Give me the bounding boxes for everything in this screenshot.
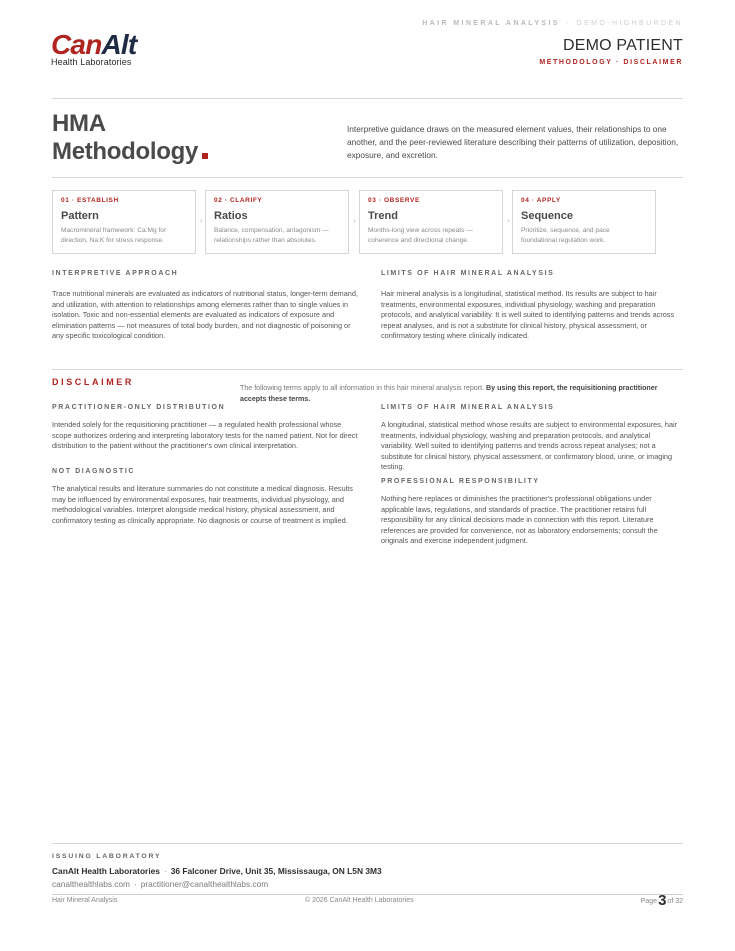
footer-divider: [52, 894, 683, 895]
not-diagnostic-heading: NOT DIAGNOSTIC: [52, 468, 136, 475]
logo-accent: Alt: [101, 29, 137, 60]
practitioner-body: Intended solely for the requisitioning practitioner — a regulated health professional whose scope authorizes ordering and interpreting laboratory tests for the named patient. Not for direct distribution to the patient without the practitioner's own clinical interpretation.: [52, 420, 358, 451]
issuer-website: canalthealthlabs.com: [52, 879, 130, 889]
logo-main: Can: [51, 29, 102, 60]
issuer-email: practitioner@canalthealthlabs.com: [140, 879, 269, 889]
issuer-heading: ISSUING LABORATORY: [52, 853, 162, 860]
page-number: [641, 892, 683, 909]
methodology-intro: Interpretive guidance draws on the measured element values, their relationships to one another, and the peer-reviewed literature describing their patterns of utilization, deposition, exposure, and excretion.: [347, 124, 679, 160]
title-line-1: HMA: [52, 110, 106, 137]
issuer-line: [52, 866, 382, 876]
step-card-pattern: [52, 190, 196, 254]
limits-body: Hair mineral analysis is a longitudinal, statistical method. Its results are subject to hair treatments, environmental exposures, individual physiology, washing and preparation protocols, and analytical variability. It is well suited to identifying patterns and trends across repeat analyses, and is not a substitute for clinical history, physical assessment, or confirmatory testing where clinically indicated.: [381, 289, 675, 341]
report-type-line: [422, 20, 683, 27]
approach-heading: INTERPRETIVE APPROACH: [52, 270, 179, 277]
footer-doc-name: Hair Mineral Analysis: [52, 897, 118, 904]
report-subtitle: DEMO-HIGHBURDEN: [576, 20, 683, 27]
patient-name: DEMO PATIENT: [562, 37, 683, 54]
disclaimer-divider: [52, 369, 683, 370]
page-current: 3: [658, 892, 667, 909]
chevron-right-icon: ›: [507, 216, 510, 225]
footer-top-divider: [52, 843, 683, 844]
issuer-address: 36 Falconer Drive, Unit 35, Mississauga, ON L5N 3M3: [170, 866, 382, 876]
step-card-sequence: [512, 190, 656, 254]
section-tag: METHODOLOGY · DISCLAIMER: [539, 59, 683, 66]
company-logo: [51, 30, 136, 67]
step-number: 04 · APPLY: [521, 197, 561, 204]
title-divider: [52, 177, 683, 178]
title-accent-dot: [202, 153, 208, 159]
page-total: of 32: [667, 898, 683, 905]
step-name: Pattern: [61, 210, 99, 222]
step-name: Trend: [368, 210, 398, 222]
chevron-right-icon: ›: [200, 216, 203, 225]
step-description: Prioritize, sequence, and pace foundational regulation work.: [521, 227, 610, 244]
step-number: 01 · ESTABLISH: [61, 197, 119, 204]
chevron-right-icon: ›: [353, 216, 356, 225]
disclaimer-limits-heading: LIMITS OF HAIR MINERAL ANALYSIS: [381, 404, 555, 411]
step-description: Macromineral framework: Ca:Mg for direction, Na:K for stress response.: [61, 227, 167, 244]
responsibility-heading: PROFESSIONAL RESPONSIBILITY: [381, 478, 540, 485]
step-card-ratios: [205, 190, 349, 254]
step-number: 02 · CLARIFY: [214, 197, 263, 204]
step-description: Balance, compensation, antagonism — relationships rather than absolutes.: [214, 227, 329, 244]
step-card-trend: [359, 190, 503, 254]
not-diagnostic-body: The analytical results and literature summaries do not constitute a medical diagnosis. Results may be influenced by environmental exposures, hair treatments, individual physiology, and methodological variables. Interpret alongside medical history, physical assessment, and confirmatory testing as clinically appropriate. No diagnosis or course of treatment is implied.: [52, 484, 353, 525]
limits-heading: LIMITS OF HAIR MINERAL ANALYSIS: [381, 270, 555, 277]
step-number: 03 · OBSERVE: [368, 197, 420, 204]
footer-copyright: © 2026 CanAlt Health Laboratories: [305, 897, 414, 904]
step-name: Ratios: [214, 210, 248, 222]
page-label: Page: [640, 898, 658, 905]
step-description: Months-long view across repeats — coherence and directional change.: [368, 227, 473, 244]
approach-body: Trace nutritional minerals are evaluated as indicators of nutritional status, longer-term demand, and utilization, with attention to relationships among elements rather than to single values in isolation. Toxic and non-essential elements are evaluated as indicators of exposure and elimination patterns — not measures of total body burden, and not diagnostic of poisoning or any specific toxicological condition.: [52, 289, 358, 341]
report-type-separator: ·: [565, 20, 571, 27]
page-title: [52, 110, 208, 166]
step-name: Sequence: [521, 210, 573, 222]
responsibility-body: Nothing here replaces or diminishes the practitioner's professional obligations under applicable laws, regulations, and standards of practice. The practitioner retains full responsibility for any clinical decisions made in connection with this report. Literature references are provided for convenience, not as laboratory endorsements; consult the originals and exercise independent judgment.: [381, 494, 658, 546]
contact-separator: ·: [133, 879, 137, 889]
report-type: HAIR MINERAL ANALYSIS: [422, 20, 560, 27]
issuer-name: CanAlt Health Laboratories: [52, 866, 160, 876]
disclaimer-intro-bold: By using this report, the requisitioning practitioner accepts these terms.: [240, 384, 658, 403]
practitioner-heading: PRACTITIONER-ONLY DISTRIBUTION: [52, 404, 226, 411]
disclaimer-intro: The following terms apply to all information in this hair mineral analysis report. By using this report, the requisitioning practitioner accepts these terms.: [240, 384, 658, 403]
title-line-2: Methodology: [52, 138, 208, 166]
logo-wordmark: [51, 30, 136, 60]
header-divider: [52, 98, 683, 99]
disclaimer-limits-body: A longitudinal, statistical method whose results are subject to environmental exposures, hair treatments, individual physiology, washing and preparation protocols, and analytical variability. Well suited to identifying patterns and trends across repeat analyses; not a substitute for clinical history, physical assessment, or confirmatory blood, urine, or imaging testing.: [381, 420, 678, 472]
methodology-steps: [52, 190, 683, 254]
issuer-contact: [52, 879, 268, 889]
logo-subtitle: Health Laboratories: [51, 57, 132, 67]
disclaimer-title: DISCLAIMER: [52, 377, 134, 387]
issuer-separator: ·: [163, 866, 167, 876]
